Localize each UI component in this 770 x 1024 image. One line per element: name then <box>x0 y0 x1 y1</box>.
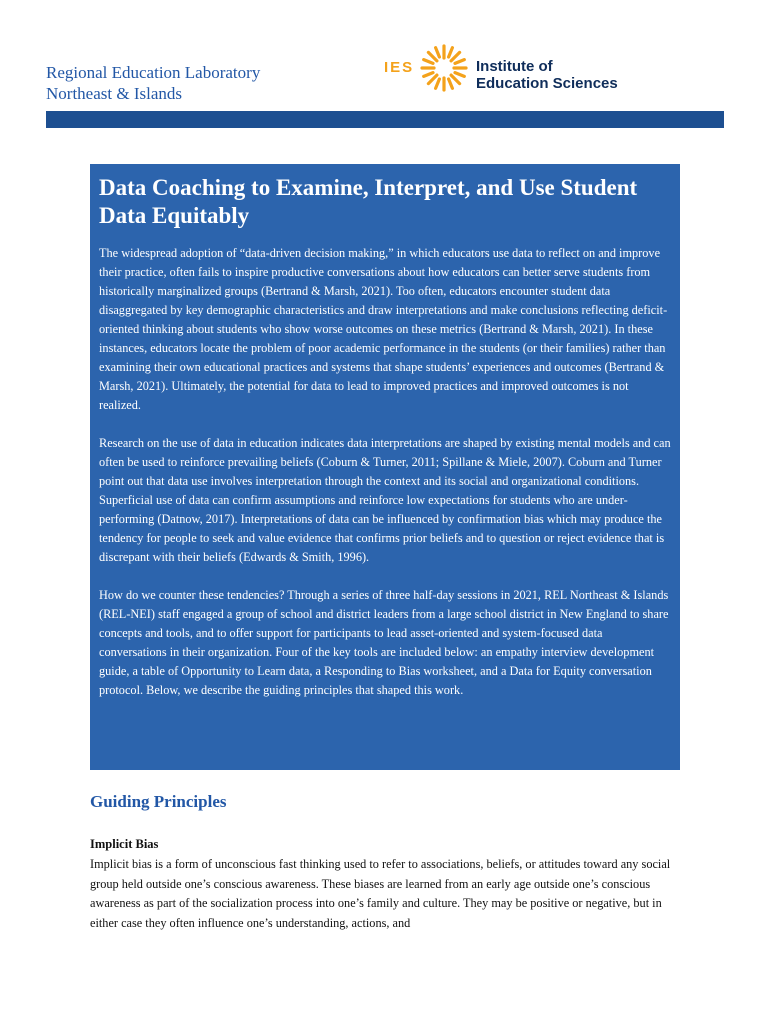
document-title: Data Coaching to Examine, Interpret, and Use Student Data Equitably <box>99 175 638 228</box>
ies-mark: IES <box>384 59 415 76</box>
intro-callout-box <box>90 164 680 770</box>
intro-paragraph-1: The widespread adoption of “data-driven decision making,” in which educators use data to reflect on and improve their practice, often fails to inspire productive conversations about how educators can better serve students from historically marginalized groups (Bertrand & Marsh, 2021). Too often, educators encounter student data disaggregated by key demographic characteristics and draw interpretations and make conclusions reflecting deficit-oriented thinking about students who show worse outcomes on these metrics (Bertrand & Marsh, 2021). In these instances, educators locate the problem of poor academic performance in the students (or their families) rather than examining their own educational practices and systems that shape students’ experiences and outcomes (Bertrand & Marsh, 2021). Ultimately, the potential for data to lead to improved practices and improved outcomes is not realized. <box>99 246 668 412</box>
implicit-bias-paragraph: Implicit bias is a form of unconscious fast thinking used to refer to associations, beliefs, or attitudes toward any social group held outside one’s conscious awareness. These biases are learned from an early age outside one’s conscious awareness as part of the socialization process into one’s family and culture. They may be positive or negative, but in either case they often influence one’s understanding, actions, and <box>90 857 671 930</box>
subheading-implicit-bias: Implicit Bias <box>90 837 159 851</box>
section-heading-guiding-principles: Guiding Principles <box>90 792 227 811</box>
intro-paragraph-2: Research on the use of data in education indicates data interpretations are shaped by existing mental models and can often be used to reinforce prevailing beliefs (Coburn & Turner, 2011; Spillane & Miele, 2007). Coburn and Turner point out that data use involves interpretation through the context and its social and organizational conditions. Superficial use of data can confirm assumptions and reinforce low expectations for students who are under-performing (Datnow, 2017). Interpretations of data can be influenced by confirmation bias which may produce the tendency for people to seek and value evidence that confirms prior beliefs and to question or reject evidence that is discrepant with their beliefs (Edwards & Smith, 1996). <box>99 436 671 564</box>
org-name-line1: Regional Education Laboratory <box>46 63 261 82</box>
intro-paragraph-3: How do we counter these tendencies? Through a series of three half-day sessions in 2021, REL Northeast & Islands (REL-NEI) staff engaged a group of school and district leaders from a large school district in New England to share concepts and tools, and to offer support for participants to lead asset-oriented and system-focused data conversations in their organization. Four of the key tools are included below: an empathy interview development guide, a table of Opportunity to Learn data, a Responding to Bias worksheet, and a Data for Equity conversation protocol. Below, we describe the guiding principles that shaped this work. <box>99 588 669 697</box>
org-name-line2: Northeast & Islands <box>46 84 182 103</box>
header-divider-bar <box>46 111 724 128</box>
rel-org-title <box>46 62 260 104</box>
ies-name <box>476 58 618 92</box>
sunburst-icon <box>418 42 470 94</box>
ies-name-line1: Institute of <box>476 58 553 75</box>
ies-name-line2: Education Sciences <box>476 75 618 92</box>
ies-logo[interactable] <box>384 42 634 104</box>
